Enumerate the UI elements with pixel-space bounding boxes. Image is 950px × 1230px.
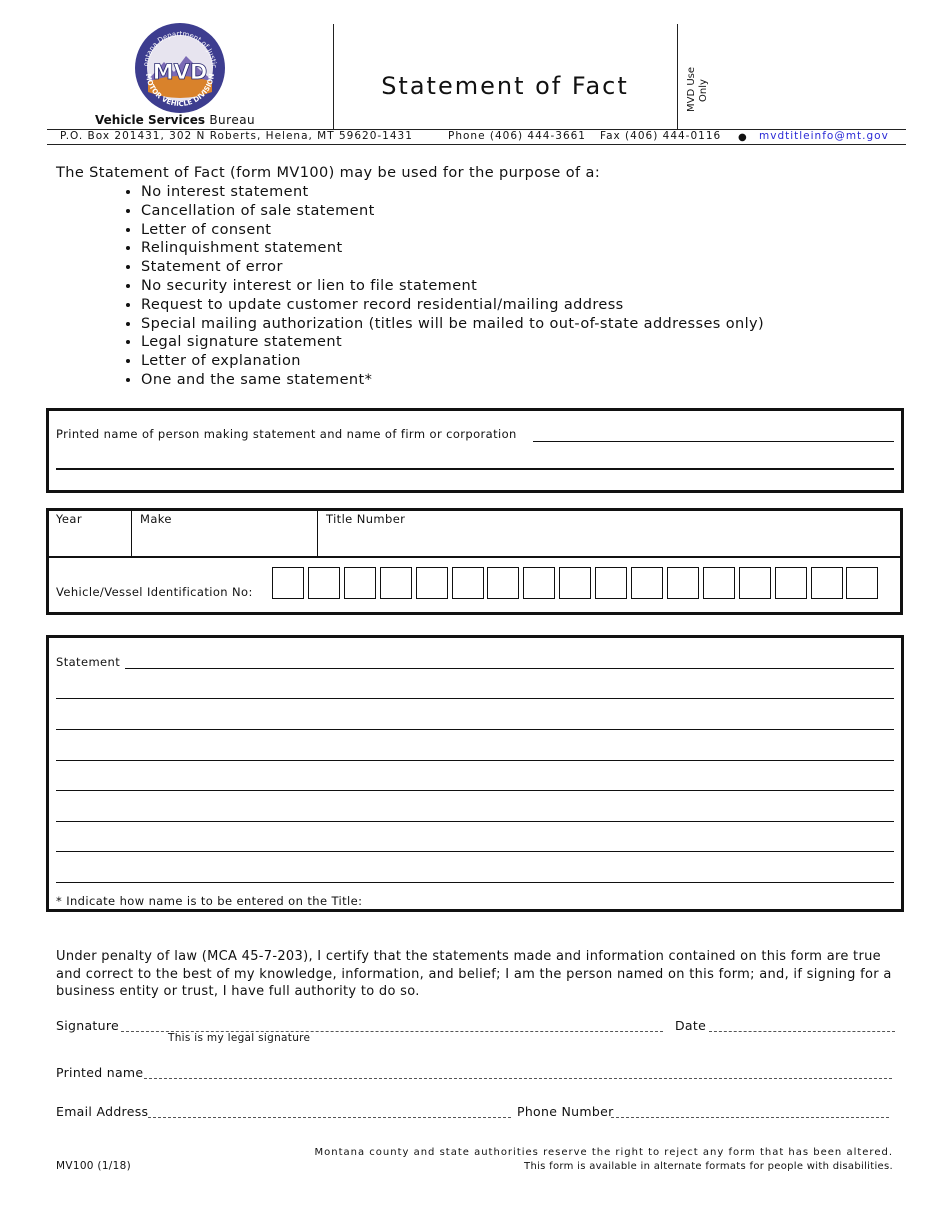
accessibility-notice: This form is available in alternate formats for people with disabilities. — [524, 1161, 893, 1172]
purpose-item: • Legal signature statement — [141, 333, 764, 352]
signature-label: Signature — [56, 1018, 120, 1033]
statement-line[interactable] — [56, 698, 894, 699]
vin-char-box[interactable] — [846, 567, 878, 599]
vin-label: Vehicle/Vessel Identification No: — [56, 585, 253, 599]
fax-number: Fax (406) 444-0116 — [600, 130, 722, 142]
vin-char-box[interactable] — [667, 567, 699, 599]
statement-line[interactable] — [56, 790, 894, 791]
header-divider — [677, 24, 678, 130]
vin-char-box[interactable] — [775, 567, 807, 599]
alteration-notice: Montana county and state authorities reserve the right to reject any form that has been altered. — [314, 1147, 893, 1158]
vin-char-box[interactable] — [272, 567, 304, 599]
email-link[interactable]: mvdtitleinfo@mt.gov — [759, 130, 889, 142]
purpose-item: • No interest statement — [141, 183, 764, 202]
vin-char-box[interactable] — [487, 567, 519, 599]
form-id: MV100 (1/18) — [56, 1160, 131, 1172]
title-number-label: Title Number — [326, 512, 406, 526]
contact-rule-bottom — [47, 144, 906, 145]
printed-name-box — [46, 408, 904, 493]
statement-line[interactable] — [56, 851, 894, 852]
statement-line[interactable] — [56, 760, 894, 761]
statement-line[interactable] — [56, 821, 894, 822]
vin-char-box[interactable] — [416, 567, 448, 599]
cell-divider — [317, 510, 318, 557]
vin-char-box[interactable] — [344, 567, 376, 599]
mvd-use-only: MVD Use Only — [686, 66, 709, 112]
bureau-name: Vehicle Services Bureau — [95, 113, 256, 127]
statement-line[interactable] — [56, 882, 894, 883]
purpose-list — [96, 183, 764, 390]
purpose-item: • Request to update customer record residential/mailing address — [141, 296, 764, 315]
intro-text: The Statement of Fact (form MV100) may be used for the purpose of a: — [56, 165, 601, 181]
certification-text: Under penalty of law (MCA 45-7-203), I certify that the statements made and information contained on this form are true and correct to the best of my knowledge, information, and belief; I am the person named on this form; and, if signing for a business entity or trust, I have full authority to do so. — [56, 949, 892, 999]
signature-sublabel: This is my legal signature — [168, 1032, 311, 1044]
cell-divider — [131, 510, 132, 557]
statement-label: Statement — [56, 655, 121, 669]
statement-box — [46, 635, 904, 912]
year-field[interactable] — [50, 528, 130, 555]
row-divider — [48, 556, 901, 558]
vin-char-box[interactable] — [811, 567, 843, 599]
email-field[interactable] — [148, 1116, 511, 1118]
make-label: Make — [140, 512, 172, 526]
printed-name-field[interactable] — [533, 441, 894, 442]
logo-bottom-text: MOTOR VEHICLE DIVISION — [143, 72, 217, 109]
header-divider — [333, 24, 334, 130]
purpose-item: • Special mailing authorization (titles will be mailed to out-of-state addresses only) — [141, 315, 764, 334]
bullet-icon: ● — [738, 132, 747, 143]
printed-name-sig-field[interactable] — [144, 1077, 892, 1079]
purpose-item: • Letter of explanation — [141, 352, 764, 371]
vin-char-box[interactable] — [523, 567, 555, 599]
printed-name-sig-label: Printed name — [56, 1065, 144, 1080]
purpose-item: • Relinquishment statement — [141, 239, 764, 258]
email-label: Email Address — [56, 1104, 149, 1119]
vin-char-box[interactable] — [452, 567, 484, 599]
vin-char-box[interactable] — [739, 567, 771, 599]
phone-field[interactable] — [611, 1116, 889, 1118]
vin-char-box[interactable] — [559, 567, 591, 599]
purpose-item: • Letter of consent — [141, 221, 764, 240]
vin-char-box[interactable] — [308, 567, 340, 599]
firm-name-field[interactable] — [56, 468, 894, 470]
logo-center-text: MVD — [152, 60, 208, 84]
title-number-field[interactable] — [320, 528, 900, 555]
vin-char-box[interactable] — [595, 567, 627, 599]
mailing-address: P.O. Box 201431, 302 N Roberts, Helena, MT 59620-1431 — [60, 130, 413, 142]
statement-line[interactable] — [56, 729, 894, 730]
mvd-logo — [134, 22, 226, 114]
statement-line[interactable] — [125, 668, 894, 669]
vin-char-box[interactable] — [703, 567, 735, 599]
year-label: Year — [56, 512, 82, 526]
printed-name-label: Printed name of person making statement and name of firm or corporation — [56, 427, 517, 441]
vin-char-box[interactable] — [631, 567, 663, 599]
purpose-item: • One and the same statement* — [141, 371, 764, 390]
purpose-item: • Statement of error — [141, 258, 764, 277]
logo-arc-text: ontana Department of Justic — [141, 29, 219, 69]
vin-char-box[interactable] — [380, 567, 412, 599]
title-name-footnote: * Indicate how name is to be entered on the Title: — [56, 894, 363, 908]
date-field[interactable] — [709, 1030, 895, 1032]
phone-number: Phone (406) 444-3661 — [448, 130, 586, 142]
purpose-item: • Cancellation of sale statement — [141, 202, 764, 221]
make-field[interactable] — [133, 511, 316, 555]
purpose-item: • No security interest or lien to file statement — [141, 277, 764, 296]
phone-label: Phone Number — [517, 1104, 614, 1119]
page-title: Statement of Fact — [381, 72, 629, 100]
date-label: Date — [675, 1018, 707, 1033]
